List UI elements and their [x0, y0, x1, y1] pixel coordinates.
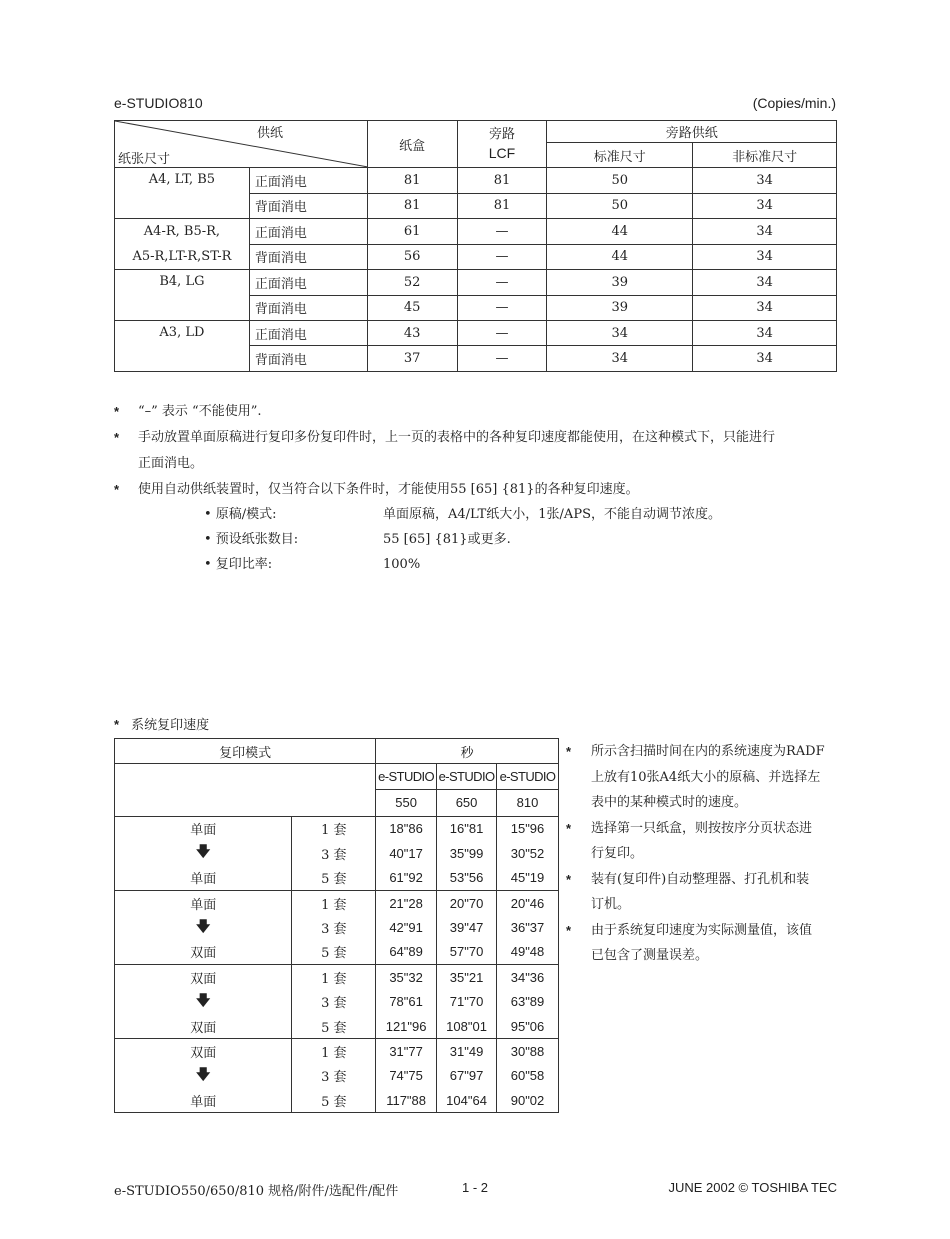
paper-size-line: A4, LT, B5 [148, 172, 216, 188]
table-row [115, 1039, 559, 1064]
std-value-cell: 50 [547, 193, 693, 218]
sets-cell: 5 套 [292, 940, 376, 965]
lcf-value-cell: — [457, 219, 547, 245]
paper-size-line: A5-R,LT-R,ST-R [132, 249, 232, 265]
time-value-cell: 63"89 [497, 990, 559, 1014]
footer-right: JUNE 2002 © TOSHIBA TEC [668, 1180, 837, 1195]
copy-mode-cell [115, 1039, 292, 1064]
bypass-lcf-header [457, 121, 547, 168]
copy-mode-cell [115, 915, 292, 939]
std-value-cell: 34 [547, 320, 693, 345]
table-row [115, 915, 559, 939]
table-row [115, 890, 559, 915]
time-value-cell: 36"37 [497, 915, 559, 939]
size-header: 纸张尺寸 [118, 152, 171, 167]
condition-item [204, 527, 721, 552]
right-note-line: 订机。 [591, 897, 631, 912]
copy-mode-cell [115, 1014, 292, 1039]
sets-cell: 3 套 [292, 841, 376, 865]
paper-size-cell [115, 168, 250, 219]
lcf-value-cell: — [457, 244, 547, 270]
time-value-cell: 60"58 [497, 1064, 559, 1088]
bypass-feed-header: 旁路供纸 [547, 121, 837, 143]
model-810-label: e-STUDIO [497, 764, 559, 789]
condition-value: 单面原稿，A4/LT纸大小，1张/APS，不能自动调节浓度。 [383, 507, 721, 522]
drawer-header: 纸盒 [367, 121, 457, 168]
right-note-line: 装有(复印件)自动整理器、打孔机和装 [591, 871, 810, 887]
condition-label: • 复印比率: [204, 557, 273, 572]
drawer-value-cell: 81 [367, 193, 457, 218]
model-550-num: 550 [376, 789, 437, 816]
star-mark: * [114, 404, 120, 419]
time-value-cell: 31"77 [376, 1039, 437, 1064]
time-value-cell: 121"96 [376, 1014, 437, 1039]
time-value-cell: 74"75 [376, 1064, 437, 1088]
note-manual-b: 正面消电。 [138, 456, 204, 471]
paper-size-line: B4, LG [159, 274, 205, 290]
model-550-label: e-STUDIO [376, 764, 437, 789]
table-row [115, 965, 559, 990]
nonstd-value-cell: 34 [693, 270, 837, 295]
copy-speed-table [114, 120, 837, 372]
system-speed-title [114, 714, 209, 733]
sets-cell: 5 套 [292, 1088, 376, 1113]
footer-page: 1 - 2 [462, 1180, 489, 1195]
drawer-value-cell: 45 [367, 295, 457, 320]
condition-label: • 原稿/模式: [204, 507, 277, 522]
std-value-cell: 50 [547, 168, 693, 193]
condition-list [204, 502, 721, 577]
note-manual-a: 手动放置单面原稿进行复印多份复印件时，上一页的表格中的各种复印速度都能使用，在这种模式下，只能进行 [138, 430, 776, 445]
lcf-label: LCF [488, 145, 516, 162]
notes-block [114, 399, 844, 503]
discharge-mode-cell: 背面消电 [249, 295, 367, 320]
time-value-cell: 90"02 [497, 1088, 559, 1113]
drawer-value-cell: 56 [367, 244, 457, 270]
note-dash: “–” 表示 “不能使用”. [138, 404, 262, 419]
arrow-down-icon: 🡇 [196, 1066, 211, 1083]
lcf-value-cell: 81 [457, 193, 547, 218]
right-note-line: 所示含扫描时间在内的系统速度为RADF [591, 744, 825, 759]
table-row [115, 320, 837, 345]
right-note [566, 867, 846, 918]
drawer-value-cell: 61 [367, 219, 457, 245]
nonstd-value-cell: 34 [693, 219, 837, 245]
condition-item [204, 552, 721, 577]
sets-cell: 5 套 [292, 1014, 376, 1039]
drawer-value-cell: 37 [367, 346, 457, 371]
time-value-cell: 95"06 [497, 1014, 559, 1039]
paper-size-cell [115, 320, 250, 371]
nonstd-value-cell: 34 [693, 295, 837, 320]
discharge-mode-cell: 正面消电 [249, 168, 367, 193]
lcf-value-cell: — [457, 270, 547, 295]
lcf-value-cell: 81 [457, 168, 547, 193]
copy-mode-cell [115, 866, 292, 891]
table-row [115, 1088, 559, 1113]
condition-label: • 预设纸张数目: [204, 532, 299, 547]
time-value-cell: 35"99 [437, 841, 497, 865]
system-speed-table [114, 738, 559, 1113]
feed-header: 供纸 [257, 126, 284, 141]
star-mark: * [114, 482, 120, 497]
time-value-cell: 30"52 [497, 841, 559, 865]
time-value-cell: 35"21 [437, 965, 497, 990]
lcf-value-cell: — [457, 320, 547, 345]
right-note-line: 由于系统复印速度为实际测量值，该值 [591, 922, 813, 938]
star-mark: * [566, 871, 572, 887]
sets-cell: 3 套 [292, 990, 376, 1014]
sets-cell: 5 套 [292, 866, 376, 891]
time-value-cell: 57"70 [437, 940, 497, 965]
copy-mode-cell [115, 816, 292, 841]
mode-from: 双面 [190, 1045, 217, 1061]
nonstandard-size-header: 非标准尺寸 [693, 143, 837, 168]
model-650-label: e-STUDIO [437, 764, 497, 789]
sets-cell: 1 套 [292, 965, 376, 990]
right-note [566, 918, 846, 969]
time-value-cell: 31"49 [437, 1039, 497, 1064]
mode-to: 双面 [190, 1020, 217, 1036]
mode-from: 单面 [190, 897, 217, 913]
sets-cell: 1 套 [292, 816, 376, 841]
condition-value: 100% [383, 557, 421, 572]
mode-to: 双面 [190, 946, 217, 962]
paper-size-cell [115, 270, 250, 321]
sets-cell: 3 套 [292, 915, 376, 939]
time-value-cell: 20"46 [497, 890, 559, 915]
discharge-mode-cell: 背面消电 [249, 346, 367, 371]
condition-item [204, 502, 721, 527]
paper-size-cell [115, 219, 250, 270]
right-note-line: 选择第一只纸盒，则按按序分页状态进 [591, 820, 813, 836]
star-mark: * [566, 744, 572, 759]
lcf-value-cell: — [457, 295, 547, 320]
standard-size-header: 标准尺寸 [547, 143, 693, 168]
table-row [115, 168, 837, 193]
table-row [115, 1064, 559, 1088]
sets-cell: 3 套 [292, 1064, 376, 1088]
arrow-down-icon: 🡇 [196, 918, 211, 935]
time-value-cell: 71"70 [437, 990, 497, 1014]
bypass-label: 旁路 [488, 127, 515, 143]
table-row [115, 270, 837, 295]
blank-header-cell [115, 764, 376, 816]
sets-cell: 1 套 [292, 1039, 376, 1064]
copy-mode-cell [115, 990, 292, 1014]
time-value-cell: 20"70 [437, 890, 497, 915]
unit-label: (Copies/min.) [752, 95, 836, 111]
table-row [115, 866, 559, 891]
right-note [566, 739, 846, 816]
discharge-mode-cell: 正面消电 [249, 219, 367, 245]
time-value-cell: 18"86 [376, 816, 437, 841]
mode-from: 单面 [190, 823, 217, 839]
table-row [115, 816, 559, 841]
time-value-cell: 61"92 [376, 866, 437, 891]
seconds-header: 秒 [376, 739, 559, 764]
time-value-cell: 42"91 [376, 915, 437, 939]
model-title: e-STUDIO810 [114, 95, 203, 111]
right-note-line: 行复印。 [591, 846, 644, 861]
mode-to: 单面 [190, 872, 217, 888]
table-row [115, 990, 559, 1014]
std-value-cell: 44 [547, 244, 693, 270]
time-value-cell: 104"64 [437, 1088, 497, 1113]
copy-mode-cell [115, 841, 292, 865]
corner-header-cell [115, 121, 368, 168]
time-value-cell: 108"01 [437, 1014, 497, 1039]
copy-mode-cell [115, 940, 292, 965]
arrow-down-icon: 🡇 [196, 844, 211, 861]
nonstd-value-cell: 34 [693, 346, 837, 371]
time-value-cell: 40"17 [376, 841, 437, 865]
copy-mode-cell [115, 965, 292, 990]
time-value-cell: 35"32 [376, 965, 437, 990]
nonstd-value-cell: 34 [693, 193, 837, 218]
table-row [115, 1014, 559, 1039]
time-value-cell: 78"61 [376, 990, 437, 1014]
time-value-cell: 39"47 [437, 915, 497, 939]
lcf-value-cell: — [457, 346, 547, 371]
time-value-cell: 16"81 [437, 816, 497, 841]
nonstd-value-cell: 34 [693, 168, 837, 193]
copy-mode-cell [115, 1064, 292, 1088]
sets-cell: 1 套 [292, 890, 376, 915]
drawer-value-cell: 81 [367, 168, 457, 193]
star-mark: * [566, 820, 572, 836]
footer-left: e-STUDIO550/650/810 规格/附件/选配件/配件 [114, 1184, 399, 1199]
star-mark: * [566, 922, 572, 938]
time-value-cell: 45"19 [497, 866, 559, 891]
mode-header: 复印模式 [115, 739, 376, 764]
arrow-down-icon: 🡇 [196, 992, 211, 1009]
mode-from: 双面 [190, 971, 217, 987]
system-title-text: 系统复印速度 [131, 718, 210, 733]
star-mark: * [114, 717, 120, 732]
discharge-mode-cell: 背面消电 [249, 244, 367, 270]
model-650-num: 650 [437, 789, 497, 816]
std-value-cell: 39 [547, 295, 693, 320]
time-value-cell: 30"88 [497, 1039, 559, 1064]
time-value-cell: 64"89 [376, 940, 437, 965]
paper-size-line: A3, LD [159, 324, 205, 340]
time-value-cell: 34"36 [497, 965, 559, 990]
model-810-num: 810 [497, 789, 559, 816]
copy-mode-cell [115, 890, 292, 915]
right-note-line: 已包含了测量误差。 [591, 948, 709, 963]
std-value-cell: 34 [547, 346, 693, 371]
right-notes [566, 739, 846, 969]
note-adf: 使用自动供纸装置时，仅当符合以下条件时，才能使用55 [65] {81}的各种复印速度。 [138, 482, 639, 497]
discharge-mode-cell: 背面消电 [249, 193, 367, 218]
table-row [115, 219, 837, 245]
time-value-cell: 117"88 [376, 1088, 437, 1113]
time-value-cell: 53"56 [437, 866, 497, 891]
std-value-cell: 44 [547, 219, 693, 245]
time-value-cell: 15"96 [497, 816, 559, 841]
paper-size-line: A4-R, B5-R, [143, 224, 221, 240]
time-value-cell: 49"48 [497, 940, 559, 965]
condition-value: 55 [65] {81}或更多. [383, 532, 511, 547]
star-mark: * [114, 430, 120, 445]
right-note-line: 表中的某种模式时的速度。 [591, 795, 748, 810]
drawer-value-cell: 43 [367, 320, 457, 345]
nonstd-value-cell: 34 [693, 320, 837, 345]
drawer-value-cell: 52 [367, 270, 457, 295]
table-row [115, 841, 559, 865]
std-value-cell: 39 [547, 270, 693, 295]
discharge-mode-cell: 正面消电 [249, 270, 367, 295]
copy-mode-cell [115, 1088, 292, 1113]
time-value-cell: 21"28 [376, 890, 437, 915]
table-row [115, 940, 559, 965]
time-value-cell: 67"97 [437, 1064, 497, 1088]
mode-to: 单面 [190, 1094, 217, 1110]
right-note [566, 816, 846, 867]
right-note-line: 上放有10张A4纸大小的原稿、并选择左 [591, 769, 821, 785]
nonstd-value-cell: 34 [693, 244, 837, 270]
discharge-mode-cell: 正面消电 [249, 320, 367, 345]
